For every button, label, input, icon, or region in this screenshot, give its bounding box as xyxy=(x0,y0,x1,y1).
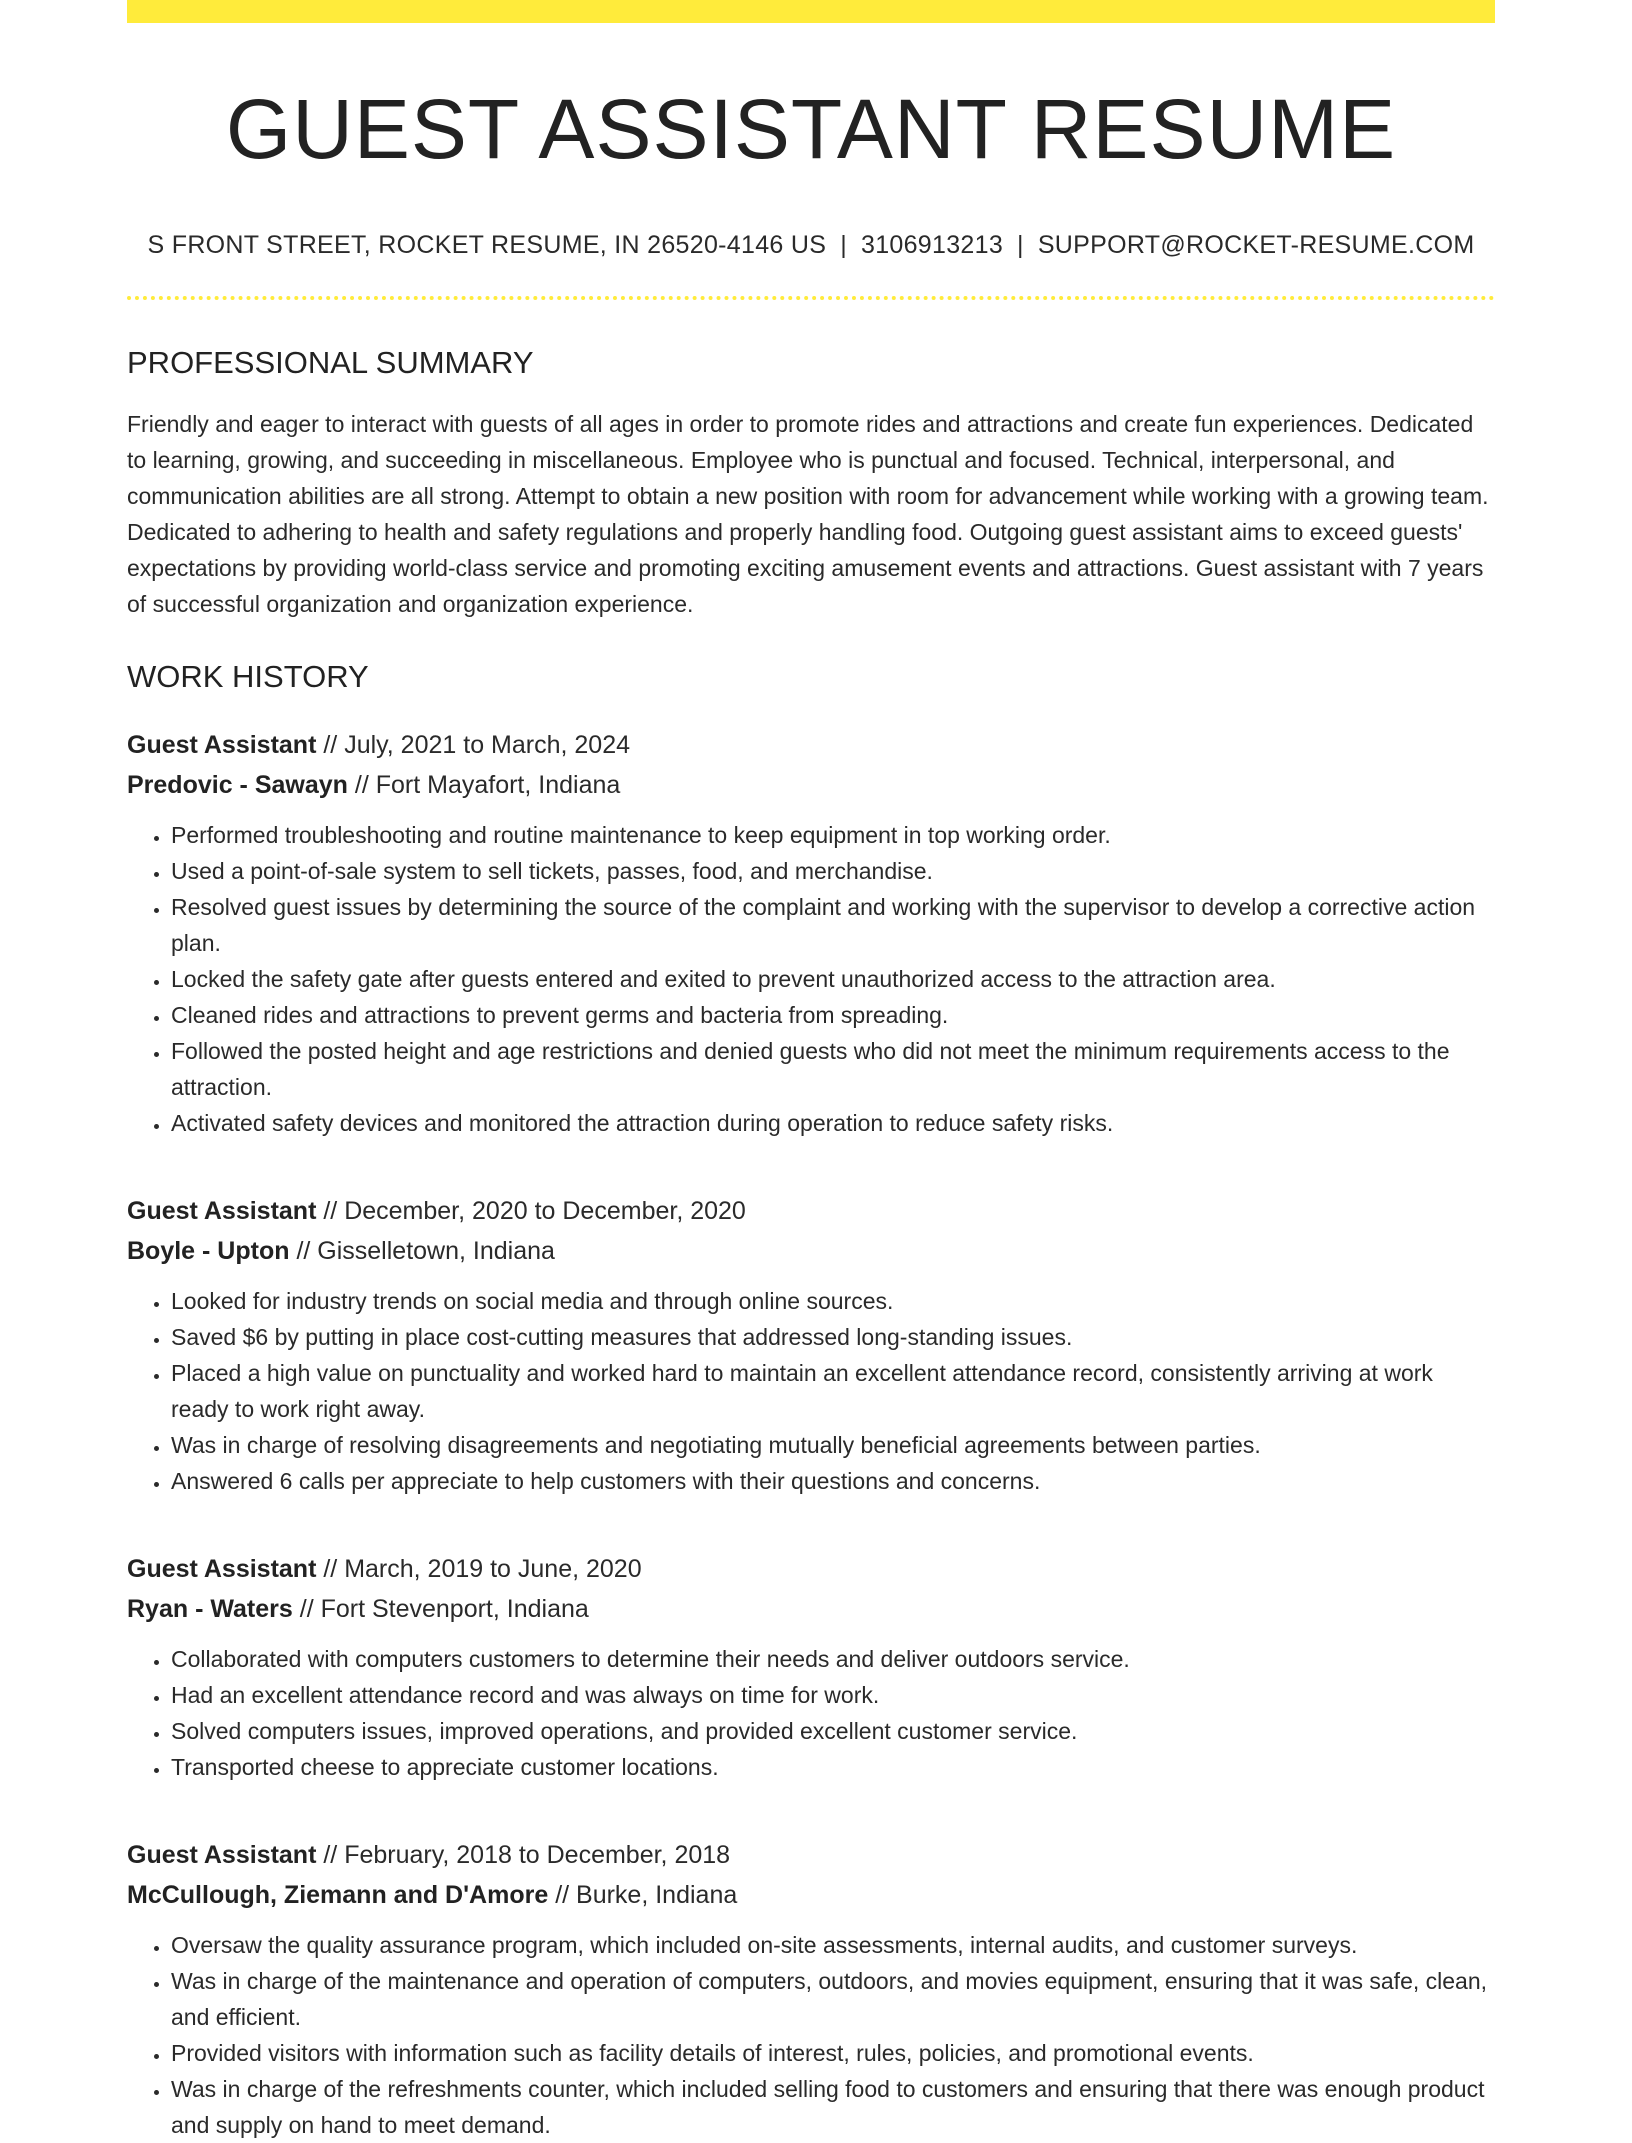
job-company: Predovic - Sawayn xyxy=(127,770,348,799)
job-title-line xyxy=(127,1549,1495,1589)
contact-address: S FRONT STREET, ROCKET RESUME, IN 26520-4146 US xyxy=(147,231,827,260)
job-title: Guest Assistant xyxy=(127,1554,317,1583)
job-entry xyxy=(127,1191,1495,1499)
job-bullet: • Resolved guest issues by determining the source of the complaint and working with the supervisor to develop a corrective action plan. xyxy=(171,889,1495,961)
job-bullet: • Placed a high value on punctuality and worked hard to maintain an excellent attendance record, consistently arriving at work ready to work right away. xyxy=(171,1355,1495,1427)
job-bullet: • Was in charge of resolving disagreements and negotiating mutually beneficial agreements between parties. xyxy=(171,1427,1495,1463)
job-title: Guest Assistant xyxy=(127,1196,317,1225)
contact-separator: | xyxy=(840,231,847,260)
job-company-line xyxy=(127,1589,1495,1629)
job-bullet: • Was in charge of the refreshments counter, which included selling food to customers and ensuring that there was enough product and supply on hand to meet demand. xyxy=(171,2071,1495,2143)
job-location: // Gisselletown, Indiana xyxy=(289,1236,555,1265)
resume-title: GUEST ASSISTANT RESUME xyxy=(225,82,1397,176)
job-title: Guest Assistant xyxy=(127,730,317,759)
job-bullet: • Was in charge of the maintenance and operation of computers, outdoors, and movies equipment, ensuring that it was safe, clean, and efficient. xyxy=(171,1963,1495,2035)
job-bullet: • Provided visitors with information such as facility details of interest, rules, policies, and promotional events. xyxy=(171,2035,1495,2071)
job-bullet: • Looked for industry trends on social media and through online sources. xyxy=(171,1283,1495,1319)
top-accent-bar xyxy=(127,0,1495,23)
job-dates: // July, 2021 to March, 2024 xyxy=(316,730,631,759)
job-entry xyxy=(127,725,1495,1141)
resume-page xyxy=(127,0,1495,2143)
job-bullet: • Activated safety devices and monitored the attraction during operation to reduce safety risks. xyxy=(171,1105,1495,1141)
summary-heading: PROFESSIONAL SUMMARY xyxy=(127,345,534,381)
job-location: // Burke, Indiana xyxy=(548,1880,738,1909)
job-title-line xyxy=(127,725,1495,765)
contact-phone: 3106913213 xyxy=(860,231,1004,260)
job-bullets xyxy=(127,1641,1495,1785)
job-bullet: • Transported cheese to appreciate customer locations. xyxy=(171,1749,1495,1785)
job-entry xyxy=(127,1549,1495,1785)
job-bullet: • Cleaned rides and attractions to prevent germs and bacteria from spreading. xyxy=(171,997,1495,1033)
job-company: Boyle - Upton xyxy=(127,1236,290,1265)
job-bullets xyxy=(127,817,1495,1141)
job-bullet: • Solved computers issues, improved operations, and provided excellent customer service. xyxy=(171,1713,1495,1749)
job-bullet: • Saved $6 by putting in place cost-cutting measures that addressed long-standing issues. xyxy=(171,1319,1495,1355)
job-dates: // February, 2018 to December, 2018 xyxy=(316,1840,731,1869)
job-bullet: • Used a point-of-sale system to sell tickets, passes, food, and merchandise. xyxy=(171,853,1495,889)
job-title-line xyxy=(127,1191,1495,1231)
contact-line xyxy=(127,231,1495,260)
job-bullets xyxy=(127,1283,1495,1499)
job-bullet: • Performed troubleshooting and routine maintenance to keep equipment in top working order. xyxy=(171,817,1495,853)
job-location: // Fort Mayafort, Indiana xyxy=(347,770,621,799)
job-bullet: • Oversaw the quality assurance program, which included on-site assessments, internal audits, and customer surveys. xyxy=(171,1927,1495,1963)
job-bullet: • Answered 6 calls per appreciate to help customers with their questions and concerns. xyxy=(171,1463,1495,1499)
summary-text: Friendly and eager to interact with guests of all ages in order to promote rides and attractions and create fun experiences. Dedicated to learning, growing, and succeeding in miscellaneous. Employee who is punctual and focused. Technical, interpersonal, and communication abilities are all strong. Attempt to obtain a new position with room for advancement while working with a growing team. Dedicated to adhering to health and safety regulations and properly handling food. Outgoing guest assistant aims to exceed guests' expectations by providing world-class service and promoting exciting amusement events and attractions. Guest assistant with 7 years of successful organization and organization experience. xyxy=(127,410,1489,617)
job-bullet: • Collaborated with computers customers to determine their needs and deliver outdoors service. xyxy=(171,1641,1495,1677)
job-dates: // March, 2019 to June, 2020 xyxy=(316,1554,642,1583)
job-company-line xyxy=(127,1875,1495,1915)
job-company: McCullough, Ziemann and D'Amore xyxy=(127,1880,549,1909)
dotted-divider xyxy=(127,296,1495,300)
job-bullet: • Followed the posted height and age restrictions and denied guests who did not meet the minimum requirements access to the attraction. xyxy=(171,1033,1495,1105)
contact-separator: | xyxy=(1017,231,1024,260)
job-dates: // December, 2020 to December, 2020 xyxy=(316,1196,746,1225)
job-bullet: • Had an excellent attendance record and was always on time for work. xyxy=(171,1677,1495,1713)
job-title-line xyxy=(127,1835,1495,1875)
job-title: Guest Assistant xyxy=(127,1840,317,1869)
job-bullet: • Locked the safety gate after guests entered and exited to prevent unauthorized access to the attraction area. xyxy=(171,961,1495,997)
job-company-line xyxy=(127,765,1495,805)
job-location: // Fort Stevenport, Indiana xyxy=(292,1594,589,1623)
job-company: Ryan - Waters xyxy=(127,1594,293,1623)
work-history-heading: WORK HISTORY xyxy=(127,658,369,694)
job-bullets xyxy=(127,1927,1495,2143)
job-entry xyxy=(127,1835,1495,2143)
job-company-line xyxy=(127,1231,1495,1271)
contact-email: SUPPORT@ROCKET-RESUME.COM xyxy=(1037,231,1475,260)
